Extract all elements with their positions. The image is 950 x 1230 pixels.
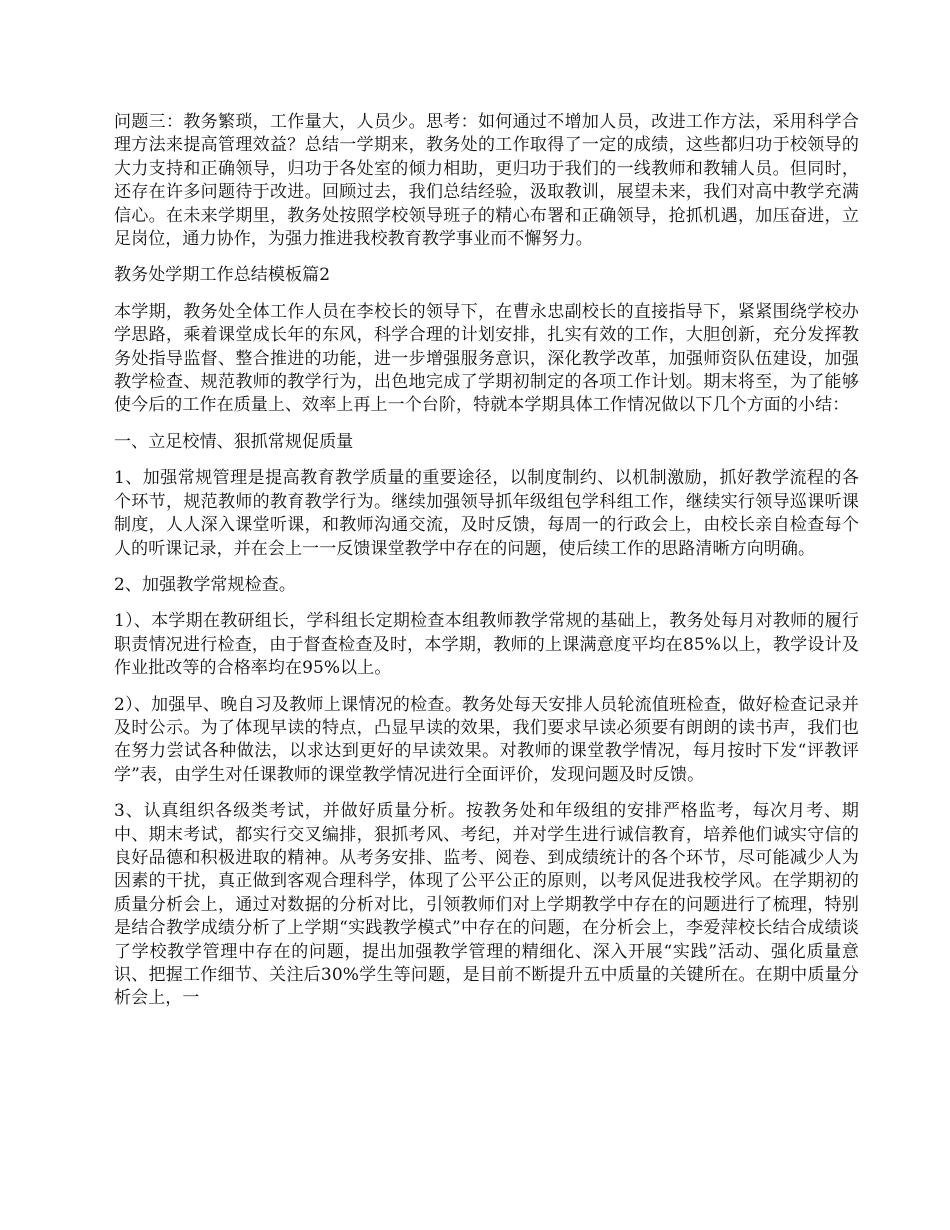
document-body <box>114 111 859 1024</box>
paragraph-item-3: 3、认真组织各级类考试，并做好质量分析。按教务处和年级组的安排严格监考，每次月考、期中、期末考试，都实行交叉编排，狠抓考风、考纪，并对学生进行诚信教育，培养他们诚实守信的良好品德和积极进取的精神。从考务安排、监考、阅卷、到成绩统计的各个环节，尽可能减少人为因素的干扰，真正做到客观合理科学，体现了公平公正的原则，以考风促进我校学风。在学期初的质量分析会上，通过对数据的分析对比，引领教师们对上学期教学中存在的问题进行了梳理，特别是结合教学成绩分析了上学期“实践教学模式”中存在的问题，在分析会上，李爱萍校长结合成绩谈了学校教学管理中存在的问题，提出加强教学管理的精细化、深入开展“实践”活动、强化质量意识、把握工作细节、关注后30%学生等问题，是目前不断提升五中质量的关键所在。在期中质量分析会上，一 <box>114 801 859 1009</box>
heading-section-one: 一、立足校情、狠抓常规促质量 <box>114 431 354 452</box>
paragraph-subitem-1: 1）、本学期在教研组长，学科组长定期检查本组教师教学常规的基础上，教务处每月对教师的履行职责情况进行检查，由于督查检查及时，本学期，教师的上课满意度平均在85%以上，教学设计及作业批改等的合格率均在95%以上。 <box>114 611 859 679</box>
heading-item-2: 2、加强教学常规检查。 <box>114 574 296 595</box>
paragraph-subitem-2: 2）、加强早、晚自习及教师上课情况的检查。教务处每天安排人员轮流值班检查，做好检查记录并及时公示。为了体现早读的特点，凸显早读的效果，我们要求早读必须要有朗朗的读书声，我们也在努力尝试各种做法，以求达到更好的早读效果。对教师的课堂教学情况，每月按时下发“评教评学”表，由学生对任课教师的课堂教学情况进行全面评价，发现问题及时反馈。 <box>114 694 859 785</box>
section-title-part-2: 教务处学期工作总结模板篇2 <box>114 265 331 286</box>
paragraph-intro: 本学期，教务处全体工作人员在李校长的领导下，在曹永忠副校长的直接指导下，紧紧围绕学校办学思路，乘着课堂成长年的东风，科学合理的计划安排，扎实有效的工作，大胆创新，充分发挥教务处指导监督、整合推进的功能，进一步增强服务意识，深化教学改革，加强师资队伍建设，加强教学检查、规范教师的教学行为，出色地完成了学期初制定的各项工作计划。期末将至，为了能够使今后的工作在质量上、效率上再上一个台阶，特就本学期具体工作情况做以下几个方面的小结： <box>114 301 859 416</box>
paragraph-problem-three: 问题三：教务繁琐，工作量大，人员少。思考：如何通过不增加人员，改进工作方法，采用科学合理方法来提高管理效益？总结一学期来，教务处的工作取得了一定的成绩，这些都归功于校领导的大力支持和正确领导，归功于各处室的倾力相助，更归功于我们的一线教师和教辅人员。但同时，还存在许多问题待于改进。回顾过去，我们总结经验，汲取教训，展望未来，我们对高中教学充满信心。在未来学期里，教务处按照学校领导班子的精心布署和正确领导，抢抓机遇，加压奋进，立足岗位，通力协作，为强力推进我校教育教学事业而不懈努力。 <box>114 112 859 250</box>
paragraph-item-1: 1、加强常规管理是提高教育教学质量的重要途径，以制度制约、以机制激励，抓好教学流程的各个环节，规范教师的教育教学行为。继续加强领导抓年级组包学科组工作，继续实行领导巡课听课制度，人人深入课堂听课，和教师沟通交流，及时反馈，每周一的行政会上，由校长亲自检查每个人的听课记录，并在会上一一反馈课堂教学中存在的问题，使后续工作的思路清晰方向明确。 <box>114 468 859 559</box>
